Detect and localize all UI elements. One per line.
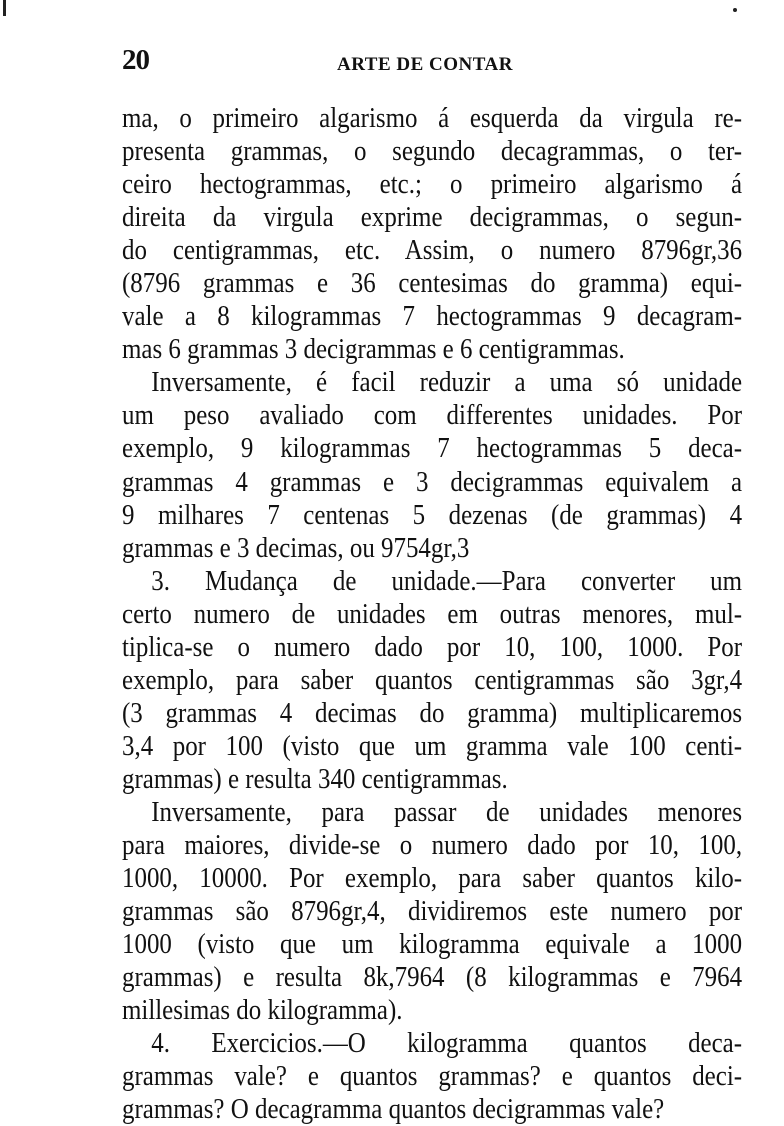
text-line: 3. Mudança de unidade.—Para converter um [151, 564, 743, 597]
text-line: 9 milhares 7 centenas 5 dezenas (de grammas) 4 [122, 498, 743, 531]
text-line: para maiores, divide-se o numero dado por 10, 100, [122, 829, 743, 862]
text-line: grammas) e resulta 340 centigrammas. [122, 762, 508, 795]
text-line: um peso avaliado com differentes unidades. Por [122, 399, 743, 432]
text-line: exemplo, para saber quantos centigrammas são 3gr,4 [122, 663, 743, 696]
text-line: exemplo, 9 kilogrammas 7 hectogrammas 5 deca- [122, 432, 743, 465]
text-line: grammas vale? e quantos grammas? e quantos deci- [122, 1060, 743, 1093]
text-line: presenta grammas, o segundo decagrammas, o ter- [122, 135, 743, 168]
text-line: grammas são 8796gr,4, dividiremos este numero por [122, 895, 743, 928]
text-line: (3 grammas 4 decimas do gramma) multiplicaremos [122, 696, 743, 729]
text-line: Inversamente, para passar de unidades menores [151, 795, 743, 828]
text-line: mas 6 grammas 3 decigrammas e 6 centigrammas. [122, 333, 625, 366]
text-line: grammas 4 grammas e 3 decigrammas equivalem a [122, 465, 743, 498]
scan-mark [3, 0, 6, 16]
text-line: Inversamente, é facil reduzir a uma só unidade [151, 366, 743, 399]
text-line: grammas? O decagramma quantos decigrammas vale? [122, 1093, 665, 1126]
text-line: (8796 grammas e 36 centesimas do gramma) equi- [122, 267, 743, 300]
text-line: millesimas do kilogramma). [122, 994, 403, 1027]
text-line: grammas) e resulta 8k,7964 (8 kilogrammas e 7964 [122, 961, 743, 994]
text-line: 1000 (visto que um kilogramma equivale a 1000 [122, 928, 743, 961]
text-line: certo numero de unidades em outras menores, mul- [122, 597, 743, 630]
text-line: do centigrammas, etc. Assim, o numero 8796gr,36 [122, 234, 743, 267]
scan-dot [733, 8, 737, 12]
running-title: ARTE DE CONTAR [337, 54, 513, 75]
text-line: tiplica-se o numero dado por 10, 100, 1000. Por [122, 630, 743, 663]
text-line: ceiro hectogrammas, etc.; o primeiro algarismo á [122, 168, 743, 201]
text-line: grammas e 3 decimas, ou 9754gr,3 [122, 531, 470, 564]
text-line: vale a 8 kilogrammas 7 hectogrammas 9 decagram- [122, 300, 743, 333]
text-line: 1000, 10000. Por exemplo, para saber quantos kilo- [122, 862, 743, 895]
page-header [122, 44, 742, 84]
text-line: direita da virgula exprime decigrammas, o segun- [122, 201, 743, 234]
page-number: 20 [122, 44, 149, 76]
text-line: ma, o primeiro algarismo á esquerda da virgula re- [122, 102, 743, 134]
text-line: 3,4 por 100 (visto que um gramma vale 100 centi- [122, 729, 743, 762]
text-line: 4. Exercicios.—O kilogramma quantos deca- [151, 1027, 743, 1060]
body-text [122, 102, 742, 1126]
